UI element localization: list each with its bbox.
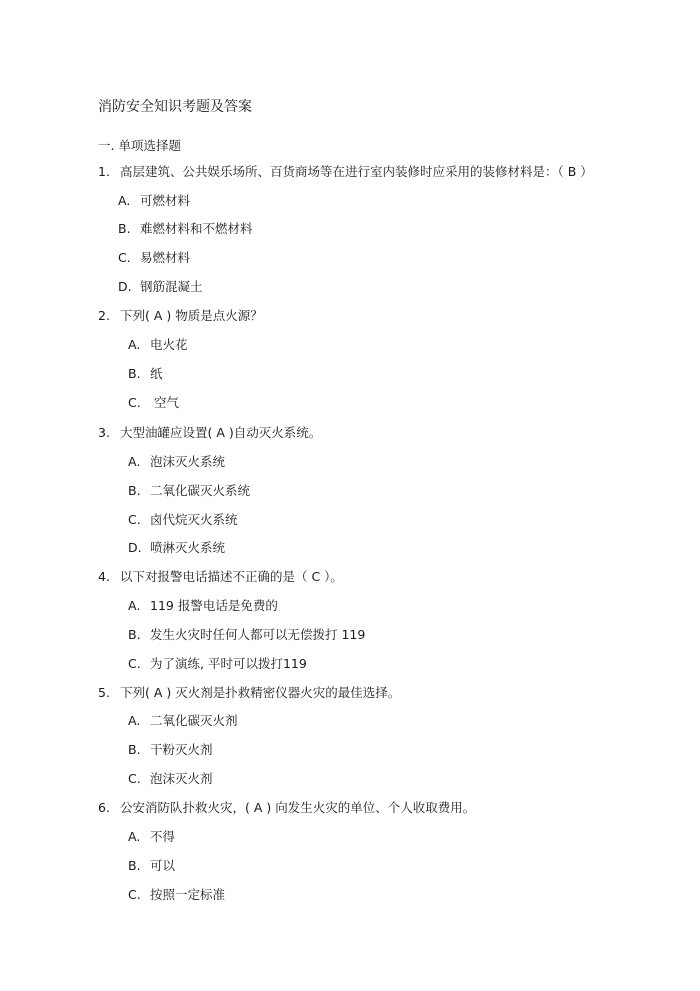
question-3 — [98, 425, 321, 441]
option-text: 电火花 — [150, 337, 188, 352]
option-6-a — [128, 829, 175, 845]
option-label: A. — [128, 598, 141, 613]
option-3-b — [128, 483, 250, 499]
question-number: 1. — [98, 164, 110, 179]
question-text: 大型油罐应设置( A )自动灭火系统。 — [120, 425, 322, 440]
option-5-b — [128, 742, 213, 758]
option-1-b — [118, 221, 253, 237]
option-text: 为了演练, 平时可以拨打119 — [150, 656, 307, 671]
question-number: 2. — [98, 308, 110, 323]
option-text: 钢筋混凝土 — [140, 279, 203, 294]
option-text: 卤代烷灭火系统 — [150, 512, 238, 527]
question-number: 4. — [98, 569, 110, 584]
option-label: C. — [118, 250, 131, 265]
option-label: C. — [128, 656, 141, 671]
option-4-b — [128, 627, 365, 643]
option-label: D. — [118, 279, 132, 294]
option-label: A. — [128, 337, 141, 352]
option-1-a — [118, 193, 190, 209]
option-1-c — [118, 250, 190, 266]
question-6 — [98, 800, 475, 816]
question-text: 下列( A ) 物质是点火源？ — [120, 308, 263, 323]
question-2 — [98, 308, 263, 324]
option-text: 按照一定标准 — [150, 887, 226, 902]
option-text: 难燃材料和不燃材料 — [140, 221, 253, 236]
option-text: 干粉灭火剂 — [150, 742, 213, 757]
option-3-c — [128, 512, 238, 528]
option-label: B. — [128, 742, 141, 757]
option-text: 泡沫灭火剂 — [150, 771, 213, 786]
question-number: 6. — [98, 800, 110, 815]
option-1-d — [118, 279, 203, 295]
option-text: 发生火灾时任何人都可以无偿拨打 119 — [150, 627, 366, 642]
option-label: B. — [128, 627, 141, 642]
option-label: D. — [128, 540, 142, 555]
option-text: 二氧化碳灭火剂 — [150, 713, 238, 728]
question-4 — [98, 569, 343, 585]
option-5-c — [128, 771, 213, 787]
option-text: 纸 — [150, 366, 163, 381]
option-4-a — [128, 598, 278, 614]
option-5-a — [128, 713, 238, 729]
option-text: 二氧化碳灭火系统 — [150, 483, 251, 498]
option-label: B. — [128, 483, 141, 498]
option-2-c — [128, 395, 179, 411]
option-text: 不得 — [150, 829, 176, 844]
option-label: A. — [128, 454, 141, 469]
option-text: 泡沫灭火系统 — [150, 454, 226, 469]
option-3-a — [128, 454, 225, 470]
section-heading: 一. 单项选择题 — [98, 138, 181, 153]
option-label: C. — [128, 395, 141, 410]
option-label: B. — [128, 858, 141, 873]
option-label: C. — [128, 887, 141, 902]
option-label: B. — [118, 221, 131, 236]
question-text: 高层建筑、公共娱乐场所、百货商场等在进行室内装修时应采用的装修材料是：（ B ） — [120, 164, 593, 179]
option-label: C. — [128, 512, 141, 527]
question-number: 5. — [98, 685, 110, 700]
option-text: 可燃材料 — [140, 193, 191, 208]
option-3-d — [128, 540, 225, 556]
option-2-a — [128, 337, 188, 353]
option-text: 易燃材料 — [140, 250, 191, 265]
option-text: 喷淋灭火系统 — [150, 540, 226, 555]
question-5 — [98, 685, 400, 701]
option-text: 119 报警电话是免费的 — [150, 598, 278, 613]
option-label: A. — [128, 713, 141, 728]
option-6-c — [128, 887, 225, 903]
question-text: 公安消防队扑救火灾，( A ) 向发生火灾的单位、个人收取费用。 — [120, 800, 476, 815]
option-label: A. — [128, 829, 141, 844]
option-2-b — [128, 366, 163, 382]
question-text: 下列( A ) 灭火剂是扑救精密仪器火灾的最佳选择。 — [120, 685, 401, 700]
option-label: B. — [128, 366, 141, 381]
option-6-b — [128, 858, 175, 874]
option-label: A. — [118, 193, 131, 208]
question-1 — [98, 164, 593, 180]
option-text: 可以 — [150, 858, 176, 873]
question-number: 3. — [98, 425, 110, 440]
question-text: 以下对报警电话描述不正确的是（ C ）。 — [120, 569, 343, 584]
option-text: 空气 — [150, 395, 179, 410]
option-4-c — [128, 656, 307, 672]
option-label: C. — [128, 771, 141, 786]
page-title: 消防安全知识考题及答案 — [98, 99, 252, 115]
